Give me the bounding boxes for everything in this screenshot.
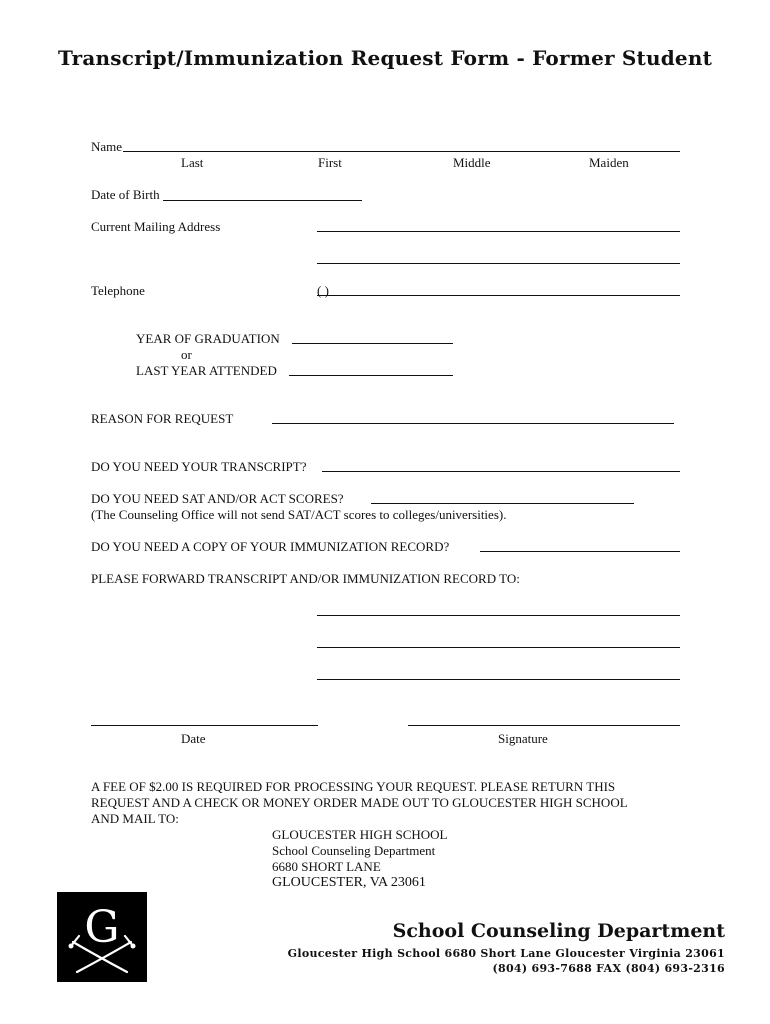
- mail-address-line-4: GLOUCESTER, VA 23061: [272, 875, 426, 890]
- name-sub-maiden: Maiden: [589, 155, 629, 170]
- sat-field[interactable]: [371, 503, 634, 504]
- signature-label: Signature: [498, 731, 548, 746]
- address-label: Current Mailing Address: [91, 219, 221, 234]
- mail-address-line-1: GLOUCESTER HIGH SCHOOL: [272, 827, 448, 842]
- graduation-year-field[interactable]: [292, 343, 453, 344]
- school-logo: [57, 892, 147, 982]
- logo-letter: G: [84, 902, 120, 953]
- sat-note: (The Counseling Office will not send SAT/ACT scores to colleges/universities).: [91, 507, 507, 522]
- address-field-1[interactable]: [317, 231, 680, 232]
- crossed-swords-icon: [57, 892, 147, 982]
- name-sub-first: First: [318, 155, 342, 170]
- forward-field-2[interactable]: [317, 647, 680, 648]
- last-year-field[interactable]: [289, 375, 453, 376]
- name-sub-last: Last: [181, 155, 204, 170]
- department-address: Gloucester High School 6680 Short Lane Gloucester Virginia 23061: [287, 947, 725, 960]
- department-phone: (804) 693-7688 FAX (804) 693-2316: [492, 962, 725, 975]
- name-field[interactable]: [123, 151, 680, 152]
- mail-address-line-2: School Counseling Department: [272, 843, 436, 858]
- address-field-2[interactable]: [317, 263, 680, 264]
- telephone-label: Telephone: [91, 283, 145, 298]
- telephone-area-code: ( ): [317, 283, 329, 298]
- transcript-question: DO YOU NEED YOUR TRANSCRIPT?: [91, 459, 307, 474]
- immunization-question: DO YOU NEED A COPY OF YOUR IMMUNIZATION RECORD?: [91, 539, 450, 554]
- fee-text-line-3: AND MAIL TO:: [91, 811, 179, 826]
- telephone-field[interactable]: [317, 295, 680, 296]
- page-title: Transcript/Immunization Request Form - Former Student: [57, 46, 713, 70]
- fee-text-line-2: REQUEST AND A CHECK OR MONEY ORDER MADE OUT TO GLOUCESTER HIGH SCHOOL: [91, 795, 628, 810]
- dob-label: Date of Birth: [91, 187, 160, 202]
- date-field[interactable]: [91, 725, 318, 726]
- forward-field-3[interactable]: [317, 679, 680, 680]
- date-label: Date: [181, 731, 206, 746]
- last-year-label: LAST YEAR ATTENDED: [136, 363, 277, 378]
- dob-field[interactable]: [163, 200, 362, 201]
- mail-address-line-3: 6680 SHORT LANE: [272, 859, 381, 874]
- name-sub-middle: Middle: [453, 155, 491, 170]
- forward-label: PLEASE FORWARD TRANSCRIPT AND/OR IMMUNIZATION RECORD TO:: [91, 571, 520, 586]
- graduation-year-label: YEAR OF GRADUATION: [136, 331, 280, 346]
- reason-field[interactable]: [272, 423, 674, 424]
- forward-field-1[interactable]: [317, 615, 680, 616]
- fee-text-line-1: A FEE OF $2.00 IS REQUIRED FOR PROCESSING YOUR REQUEST. PLEASE RETURN THIS: [91, 779, 616, 794]
- sat-question: DO YOU NEED SAT AND/OR ACT SCORES?: [91, 491, 344, 506]
- immunization-field[interactable]: [480, 551, 680, 552]
- reason-label: REASON FOR REQUEST: [91, 411, 234, 426]
- graduation-or: or: [181, 347, 192, 362]
- signature-field[interactable]: [408, 725, 680, 726]
- name-label: Name: [91, 139, 123, 154]
- transcript-field[interactable]: [322, 471, 680, 472]
- department-name: School Counseling Department: [392, 920, 725, 942]
